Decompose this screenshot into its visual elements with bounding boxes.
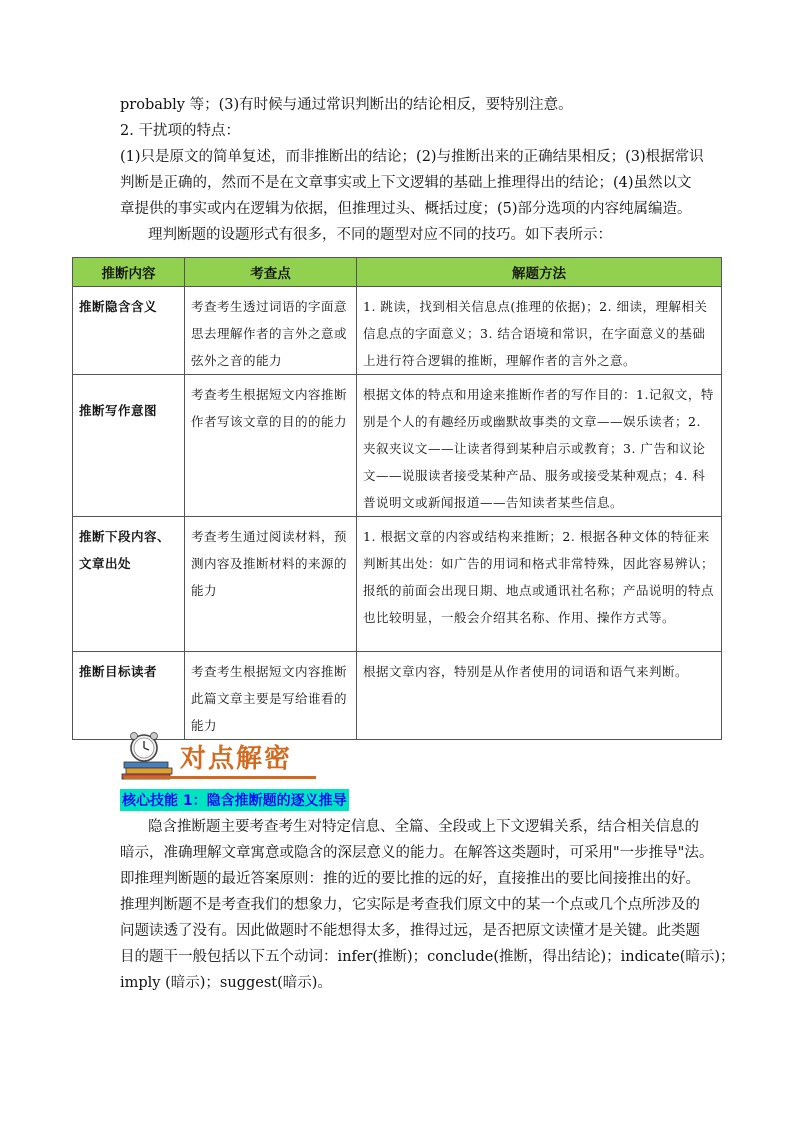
table-cell: 推断隐含含义 bbox=[73, 287, 185, 375]
table-row bbox=[73, 652, 722, 740]
intro-line: probably 等；(3)有时候与通过常识判断出的结论相反，要特别注意。 bbox=[120, 97, 573, 113]
clock-books-icon bbox=[120, 732, 178, 780]
table-cell: 1. 跳读，找到相关信息点(推理的依据)；2. 细读，理解相关信息点的字面意义；3. 结合语境和常识，在字面意义的基础上进行符合逻辑的推断，理解作者的言外之意。 bbox=[357, 287, 722, 375]
intro-section bbox=[120, 92, 704, 248]
table-header: 推断内容 bbox=[73, 258, 185, 287]
table-cell: 1. 根据文章的内容或结构来推断；2. 根据各种文体的特征来判断其出处：如广告的用词和格式非常特殊，因此容易辨认；报纸的前面会出现日期、地点或通讯社名称；产品说明的特点也比较明显，一般会介绍其名称、作用、操作方式等。 bbox=[357, 517, 722, 652]
table-cell: 考查考生透过词语的字面意思去理解作者的言外之意或弦外之音的能力 bbox=[185, 287, 357, 375]
table-cell: 推断下段内容、文章出处 bbox=[73, 517, 185, 652]
table-row bbox=[73, 517, 722, 652]
section-banner bbox=[120, 730, 316, 782]
table-cell: 考查考生根据短文内容推断作者写该文章的目的的能力 bbox=[185, 375, 357, 517]
body-line: 目的题干一般包括以下五个动词：infer(推断)；conclude(推断，得出结论)；indicate(暗示)； bbox=[120, 949, 735, 965]
table-header: 解题方法 bbox=[357, 258, 722, 287]
skill-heading: 核心技能 1：隐含推断题的逐义推导 bbox=[120, 789, 349, 811]
banner-title: 对点解密 bbox=[180, 744, 293, 774]
body-line: 推理判断题不是考查我们的想象力，它实际是考查我们原文中的某一个点或几个点所涉及的 bbox=[120, 897, 700, 913]
body-line: 即推理判断题的最近答案原则：推的近的要比推的远的好，直接推出的要比间接推出的好。 bbox=[120, 871, 700, 887]
body-section bbox=[120, 814, 735, 996]
table-cell: 根据文体的特点和用途来推断作者的写作目的：1.记叙文，特别是个人的有趣经历或幽默故事类的文章——娱乐读者；2. 夹叙夹议文——让读者得到某种启示或教育；3. 广告和议论文——说服读者接受某种产品、服务或接受某种观点；4. 科普说明文或新闻报道——告知读者某些信息。 bbox=[357, 375, 722, 517]
table-cell: 考查考生根据短文内容推断此篇文章主要是写给谁看的能力 bbox=[185, 652, 357, 740]
table-cell: 推断目标读者 bbox=[73, 652, 185, 740]
table-cell: 考查考生通过阅读材料，预测内容及推断材料的来源的能力 bbox=[185, 517, 357, 652]
intro-line: 章提供的事实或内在逻辑为依据，但推理过头、概括过度；(5)部分选项的内容纯属编造。 bbox=[120, 201, 692, 217]
table-header: 考查点 bbox=[185, 258, 357, 287]
banner-underline bbox=[124, 776, 316, 779]
inference-table bbox=[72, 257, 722, 740]
table-cell: 根据文章内容，特别是从作者使用的词语和语气来判断。 bbox=[357, 652, 722, 740]
body-line: imply (暗示)；suggest(暗示)。 bbox=[120, 975, 332, 991]
table-header-row bbox=[73, 258, 722, 287]
body-line: 暗示，准确理解文章寓意或隐含的深层意义的能力。在解答这类题时，可采用"一步推导"法。 bbox=[120, 845, 714, 861]
intro-line: 理判断题的设题形式有很多，不同的题型对应不同的技巧。如下表所示： bbox=[148, 227, 612, 243]
intro-line: 判断是正确的，然而不是在文章事实或上下文逻辑的基础上推理得出的结论；(4)虽然以文 bbox=[120, 175, 692, 191]
body-line: 隐含推断题主要考查考生对特定信息、全篇、全段或上下文逻辑关系，结合相关信息的 bbox=[148, 819, 699, 835]
table-cell: 推断写作意图 bbox=[73, 375, 185, 517]
body-line: 问题读透了没有。因此做题时不能想得太多，推得过远，是否把原文读懂才是关键。此类题 bbox=[120, 923, 700, 939]
intro-line: (1)只是原文的简单复述，而非推断出的结论；(2)与推断出来的正确结果相反；(3)根据常识 bbox=[120, 149, 704, 165]
intro-line: 2. 干扰项的特点： bbox=[120, 123, 240, 139]
table-row bbox=[73, 287, 722, 375]
table-row bbox=[73, 375, 722, 517]
